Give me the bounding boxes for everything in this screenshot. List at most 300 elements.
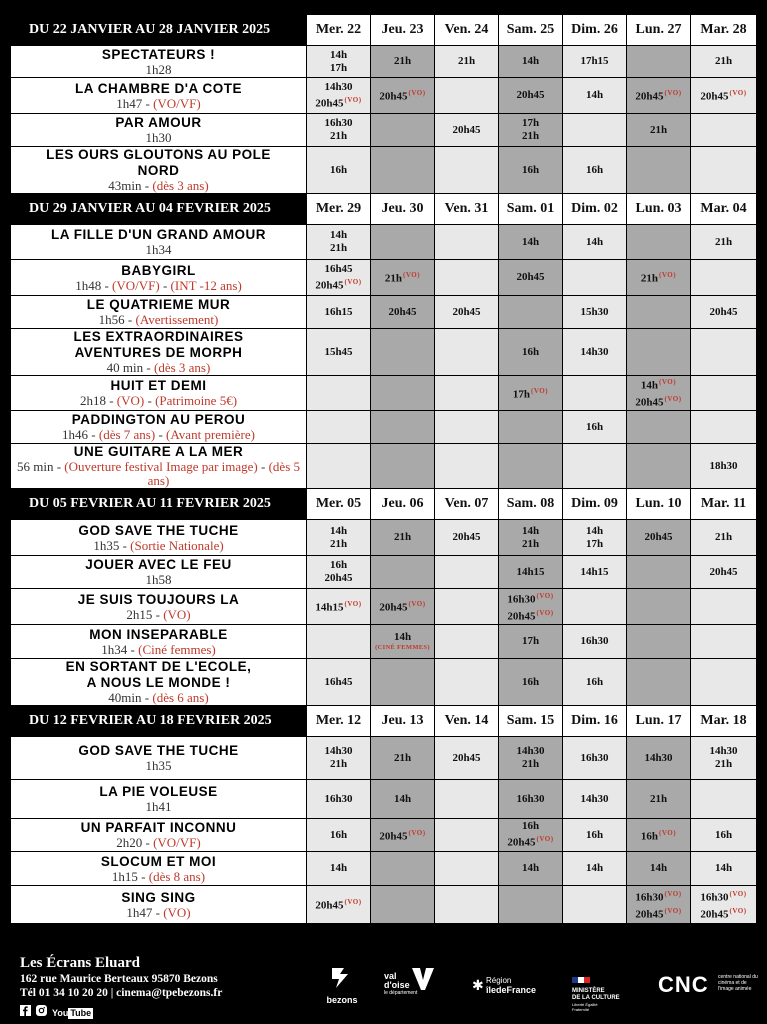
showtime-time: 20h45: [516, 89, 545, 101]
showtime[interactable]: [563, 306, 626, 319]
showtime-cell: [371, 444, 435, 489]
film-title[interactable]: PAR AMOUR: [115, 115, 202, 130]
film-info-tag: (VO): [163, 606, 191, 622]
youtube-icon[interactable]: [52, 1003, 93, 1021]
film-cell: [11, 444, 307, 489]
film-row: [11, 520, 757, 556]
showtime[interactable]: [627, 862, 690, 875]
showtime[interactable]: [499, 538, 562, 551]
showtime-cell: [371, 114, 435, 147]
showtime[interactable]: [627, 888, 690, 905]
showtime-time: 16h: [329, 559, 348, 571]
showtime-time: 21h: [521, 537, 540, 550]
cnc-logo: [658, 972, 758, 997]
showtime[interactable]: [499, 820, 562, 833]
showtime-time: 20h45: [452, 531, 481, 543]
film-title[interactable]: BABYGIRL: [121, 262, 196, 278]
film-title[interactable]: LE QUATRIEME MUR: [86, 297, 231, 312]
showtime[interactable]: [691, 55, 756, 68]
showtime[interactable]: [371, 87, 434, 104]
showtime-time: 14h: [329, 48, 348, 61]
showtime-cell: [307, 260, 371, 296]
film-info-text: 40min -: [108, 690, 153, 705]
showtime-cell: [627, 444, 691, 489]
showtime-version-tag: (VO): [729, 889, 747, 898]
showtime[interactable]: [307, 676, 370, 689]
film-row: [11, 886, 757, 924]
showtime-cell: [499, 852, 563, 886]
showtime[interactable]: [627, 87, 690, 104]
film-info-tag: (VO): [163, 904, 191, 920]
showtime[interactable]: [691, 862, 756, 875]
showtime-time: 21h: [329, 242, 348, 254]
french-flag-icon: [572, 977, 590, 983]
showtime[interactable]: [563, 89, 626, 102]
film-info-tag: (VO/VF): [153, 95, 201, 111]
showtime-cell: [627, 296, 691, 329]
film-title[interactable]: JE SUIS TOUJOURS LA: [77, 591, 240, 607]
showtime[interactable]: [371, 752, 434, 765]
showtime-time: 20h45: [507, 836, 536, 849]
region-text: Région: [486, 976, 512, 985]
showtime-time: 14h: [393, 792, 412, 805]
showtime-cell: [435, 329, 499, 376]
showtime-time: 16h45: [324, 262, 353, 275]
film-info: [11, 63, 306, 77]
showtime[interactable]: [435, 306, 498, 319]
showtime-cell: [371, 659, 435, 706]
showtime-time: 20h45: [709, 305, 738, 318]
youtube-tube-text: Tube: [70, 1008, 92, 1018]
showtime[interactable]: [563, 676, 626, 689]
showtime[interactable]: [691, 87, 756, 104]
film-title[interactable]: LA CHAMBRE D'A COTE: [75, 80, 242, 96]
showtime-time: 14h15: [315, 601, 344, 614]
showtime[interactable]: [307, 598, 370, 615]
film-row: [11, 444, 757, 489]
showtime-cell: [499, 260, 563, 296]
showtime-time: 14h: [714, 862, 733, 874]
showtime-time: 17h: [521, 117, 540, 129]
showtime[interactable]: [563, 538, 626, 551]
day-header: Dim. 09: [563, 489, 627, 520]
showtime[interactable]: [563, 164, 626, 177]
showtime[interactable]: [307, 117, 370, 130]
film-info: [11, 243, 306, 257]
showtime[interactable]: [627, 269, 690, 286]
showtime[interactable]: [307, 94, 370, 111]
showtime[interactable]: [307, 306, 370, 319]
showtime-cell: [307, 780, 371, 819]
showtime-time: 14h: [585, 89, 604, 101]
day-header: Jeu. 06: [371, 489, 435, 520]
showtime-cell: [691, 46, 757, 78]
showtime[interactable]: [499, 271, 562, 284]
showtime-time: 14h30: [644, 751, 673, 764]
showtime-time: 20h45: [635, 90, 664, 103]
showtime[interactable]: [691, 306, 756, 319]
showtime[interactable]: [499, 525, 562, 538]
showtime-cell: [307, 114, 371, 147]
week-header-row: [11, 706, 757, 737]
film-cell: [11, 886, 307, 924]
showtime[interactable]: [499, 607, 562, 624]
showtime-time: 20h45: [635, 396, 664, 409]
showtime[interactable]: [499, 346, 562, 359]
showtime-cell: [627, 260, 691, 296]
showtime[interactable]: [435, 752, 498, 765]
showtime-cell: [371, 556, 435, 589]
film-row: [11, 147, 757, 194]
showtime-cell: [499, 114, 563, 147]
showtime[interactable]: [307, 62, 370, 75]
showtime-cell: [691, 329, 757, 376]
showtime-cell: [307, 625, 371, 659]
showtime-version-tag: (VO): [659, 271, 677, 280]
film-title[interactable]: SLOCUM ET MOI: [100, 853, 217, 869]
showtime-time: 14h30: [516, 745, 545, 757]
film-title[interactable]: UNE GUITARE A LA MER: [73, 444, 244, 459]
showtime-cell: [563, 659, 627, 706]
showtime[interactable]: [307, 862, 370, 875]
showtime[interactable]: [307, 164, 370, 177]
showtime-cell: [435, 520, 499, 556]
showtime[interactable]: [627, 124, 690, 137]
film-info: [11, 836, 306, 850]
showtime[interactable]: [563, 862, 626, 875]
film-row: [11, 225, 757, 260]
showtime[interactable]: [307, 346, 370, 359]
showtime[interactable]: [691, 829, 756, 842]
showtime[interactable]: [371, 598, 434, 615]
showtime[interactable]: [691, 905, 756, 922]
film-info-text: -: [144, 393, 156, 408]
film-title[interactable]: PADDINGTON AU PEROU: [71, 412, 246, 427]
showtime[interactable]: [627, 393, 690, 410]
showtime-cell: [435, 737, 499, 780]
showtime[interactable]: [627, 827, 690, 844]
showtime-time: 14h30: [324, 745, 353, 757]
film-row: [11, 589, 757, 625]
showtime-time: 15h30: [580, 305, 609, 318]
film-info-text: 40 min -: [106, 360, 154, 375]
showtime-time: 16h: [521, 345, 540, 358]
film-title[interactable]: SING SING: [121, 889, 196, 905]
showtime[interactable]: [691, 758, 756, 771]
film-info-text: 1h41: [145, 799, 172, 814]
showtime[interactable]: [499, 676, 562, 689]
showtime-cell: [563, 886, 627, 924]
day-header: Lun. 17: [627, 706, 691, 737]
film-row: [11, 780, 757, 819]
showtime-time: 21h: [329, 130, 348, 142]
cinema-address: 162 rue Maurice Berteaux 95870 Bezons: [20, 973, 218, 985]
film-info: [11, 131, 306, 145]
showtime[interactable]: [435, 531, 498, 544]
film-title[interactable]: LES EXTRAORDINAIRES AVENTURES DE MORPH: [73, 329, 244, 360]
showtime[interactable]: [499, 745, 562, 758]
showtime[interactable]: [307, 896, 370, 913]
showtime[interactable]: [499, 758, 562, 771]
film-title[interactable]: LES OURS GLOUTONS AU POLE NORD: [46, 147, 271, 178]
showtime[interactable]: [499, 793, 562, 806]
showtime-time: 17h: [329, 61, 348, 74]
showtime-time: 14h: [640, 380, 659, 392]
film-info-text: 1h15 -: [111, 868, 149, 884]
showtime[interactable]: [627, 376, 690, 393]
showtime[interactable]: [691, 460, 756, 473]
showtime-cell: [563, 296, 627, 329]
day-header: Mer. 05: [307, 489, 371, 520]
showtime[interactable]: [435, 55, 498, 68]
film-title[interactable]: GOD SAVE THE TUCHE: [78, 743, 239, 758]
showtime[interactable]: [627, 752, 690, 765]
showtime-version-tag: (VO): [408, 828, 426, 837]
showtime[interactable]: [371, 827, 434, 844]
showtime[interactable]: [691, 888, 756, 905]
showtime[interactable]: [307, 572, 370, 585]
film-info: [11, 643, 306, 657]
film-cell: [11, 46, 307, 78]
showtime-cell: [371, 886, 435, 924]
showtime-time: 21h: [649, 123, 668, 136]
showtime-cell: [691, 556, 757, 589]
showtime[interactable]: [371, 531, 434, 544]
cnc-subtext: centre national du cinéma et de l'image animée: [718, 974, 758, 992]
showtime[interactable]: [371, 793, 434, 806]
day-header: Mer. 29: [307, 194, 371, 225]
showtime[interactable]: [499, 862, 562, 875]
showtime[interactable]: [691, 236, 756, 249]
showtime-cell: [563, 260, 627, 296]
showtime-version-tag: (VO): [344, 600, 362, 609]
film-info-tag: (Ouverture festival Image par image): [64, 459, 258, 474]
showtime-time: 20h45: [452, 305, 481, 318]
showtime[interactable]: [499, 130, 562, 143]
film-info: [11, 361, 306, 375]
showtime-time: 14h: [649, 862, 668, 874]
showtime[interactable]: [563, 829, 626, 842]
showtime-cell: [627, 659, 691, 706]
showtime-cell: [563, 78, 627, 114]
showtime[interactable]: [307, 559, 370, 572]
showtime-cell: [691, 147, 757, 194]
showtime[interactable]: [307, 745, 370, 758]
film-info-tag: (dès 3 ans): [152, 178, 209, 193]
day-header: Ven. 31: [435, 194, 499, 225]
showtime[interactable]: [307, 242, 370, 255]
week-label: DU 22 JANVIER AU 28 JANVIER 2025: [11, 15, 307, 46]
bezons-logo: [326, 966, 358, 1005]
facebook-icon[interactable]: [20, 1003, 31, 1021]
film-title[interactable]: LA FILLE D'UN GRAND AMOUR: [51, 227, 266, 242]
showtime-cell: [563, 444, 627, 489]
showtime[interactable]: [499, 164, 562, 177]
film-title[interactable]: GOD SAVE THE TUCHE: [78, 522, 239, 538]
showtime[interactable]: [307, 229, 370, 242]
film-title[interactable]: EN SORTANT DE L'ECOLE, A NOUS LE MONDE !: [65, 659, 252, 690]
showtime-cell: [499, 329, 563, 376]
day-header: Jeu. 30: [371, 194, 435, 225]
showtime[interactable]: [499, 117, 562, 130]
showtime[interactable]: [691, 745, 756, 758]
showtime[interactable]: [563, 793, 626, 806]
showtime[interactable]: [307, 81, 370, 94]
showtime-time: 21h: [714, 531, 733, 543]
showtime[interactable]: [307, 130, 370, 143]
showtime-cell: [307, 444, 371, 489]
film-cell: [11, 147, 307, 194]
showtime-cell: [499, 780, 563, 819]
showtime-cell: [563, 520, 627, 556]
showtime-cell: [499, 625, 563, 659]
showtime[interactable]: [371, 631, 434, 644]
showtime[interactable]: [307, 758, 370, 771]
film-title[interactable]: HUIT ET DEMI: [110, 378, 207, 393]
day-header: Mar. 11: [691, 489, 757, 520]
showtime-cell: [627, 114, 691, 147]
showtime[interactable]: [499, 635, 562, 648]
showtime-cell: [499, 819, 563, 852]
film-row: [11, 625, 757, 659]
showtime[interactable]: [307, 276, 370, 293]
showtime-cell: [627, 589, 691, 625]
showtime-cell: [371, 411, 435, 444]
showtime[interactable]: [627, 531, 690, 544]
showtime-time: 14h: [329, 524, 348, 537]
showtime[interactable]: [563, 55, 626, 68]
showtime-cell: [371, 78, 435, 114]
showtime[interactable]: [307, 263, 370, 276]
showtime-time: 20h45: [324, 572, 353, 584]
showtime[interactable]: [627, 793, 690, 806]
film-row: [11, 737, 757, 780]
film-cell: [11, 411, 307, 444]
film-info-text: 1h48 -: [75, 277, 113, 293]
showtime-time: 21h: [640, 272, 659, 285]
showtime[interactable]: [371, 306, 434, 319]
cinema-address-block: [20, 954, 222, 1021]
showtime[interactable]: [563, 566, 626, 579]
showtime[interactable]: [563, 635, 626, 648]
showtime-cell: [627, 411, 691, 444]
showtime[interactable]: [563, 525, 626, 538]
showtime[interactable]: [563, 752, 626, 765]
showtime[interactable]: [563, 346, 626, 359]
showtime[interactable]: [499, 566, 562, 579]
showtime[interactable]: [499, 833, 562, 850]
showtime[interactable]: [307, 793, 370, 806]
film-title[interactable]: SPECTATEURS !: [101, 46, 216, 62]
film-info-text: 1h46 -: [62, 427, 99, 442]
showtime-cell: [371, 147, 435, 194]
showtime-time: 14h: [521, 235, 540, 248]
film-info-text: 1h47 -: [116, 95, 154, 111]
showtime-time: 16h15: [324, 305, 353, 318]
film-cell: [11, 625, 307, 659]
region-logo: [472, 976, 536, 995]
showtime[interactable]: [499, 590, 562, 607]
showtime-cell: [499, 556, 563, 589]
film-info-tag: (Avertissement): [135, 312, 219, 327]
showtime[interactable]: [499, 236, 562, 249]
showtime-cell: [563, 780, 627, 819]
cinema-contact[interactable]: Tél 01 34 10 20 20 | cinema@tpebezons.fr: [20, 987, 223, 999]
instagram-icon[interactable]: [36, 1003, 47, 1021]
showtime-cell: [499, 411, 563, 444]
film-title[interactable]: JOUER AVEC LE FEU: [85, 557, 232, 572]
film-info: [11, 691, 306, 705]
film-info: [11, 759, 306, 773]
showtime-cell: [627, 780, 691, 819]
day-header: Mar. 18: [691, 706, 757, 737]
film-info: [11, 539, 306, 553]
showtime[interactable]: [499, 89, 562, 102]
showtime[interactable]: [563, 236, 626, 249]
showtime-time: 20h45: [709, 565, 738, 578]
region-name-text: îledeFrance: [486, 985, 537, 995]
showtime-cell: [499, 520, 563, 556]
showtime-time: 14h30: [324, 80, 353, 93]
showtime[interactable]: [627, 905, 690, 922]
showtime-cell: [435, 114, 499, 147]
week-header-row: [11, 194, 757, 225]
film-title[interactable]: UN PARFAIT INCONNU: [80, 820, 237, 835]
film-info-text: 1h34: [145, 242, 172, 257]
showtime[interactable]: [307, 829, 370, 842]
showtime-time: 16h30: [516, 792, 545, 805]
film-info-text: 1h30: [145, 130, 172, 145]
valdoise-text-2: d'oise: [384, 980, 410, 990]
showtime-cell: [691, 296, 757, 329]
showtime-time: 17h15: [580, 55, 609, 67]
showtime-time: 16h: [585, 828, 604, 841]
showtime-time: 21h: [393, 55, 412, 67]
showtime-cell: [435, 296, 499, 329]
showtime[interactable]: [307, 538, 370, 551]
film-row: [11, 411, 757, 444]
showtime[interactable]: [563, 421, 626, 434]
showtime[interactable]: [435, 124, 498, 137]
film-info-tag: (VO/VF): [153, 835, 201, 850]
showtime-cell: [435, 852, 499, 886]
showtime[interactable]: [691, 531, 756, 544]
showtime-version-tag: (VO): [344, 898, 362, 907]
film-title[interactable]: MON INSEPARABLE: [89, 626, 228, 642]
valdoise-logo: [384, 972, 440, 997]
showtime[interactable]: [371, 55, 434, 68]
showtime-cell: [371, 520, 435, 556]
film-title[interactable]: LA PIE VOLEUSE: [99, 784, 218, 799]
showtime-cell: [691, 411, 757, 444]
showtime[interactable]: [307, 525, 370, 538]
showtime[interactable]: [307, 49, 370, 62]
film-info-tag: (dès 8 ans): [148, 868, 206, 884]
ministere-text-1: MINISTÈRE: [572, 988, 605, 994]
showtime-time: 14h: [393, 631, 412, 643]
showtime[interactable]: [499, 55, 562, 68]
showtime[interactable]: [371, 269, 434, 286]
film-info-text: 2h15 -: [126, 606, 164, 622]
showtime-cell: [435, 46, 499, 78]
showtime[interactable]: [691, 566, 756, 579]
showtime-cell: [499, 886, 563, 924]
showtime-cell: [563, 114, 627, 147]
showtime-cell: [691, 737, 757, 780]
showtime-cell: [563, 376, 627, 411]
showtime-time: 21h: [393, 531, 412, 543]
showtime[interactable]: [499, 385, 562, 402]
